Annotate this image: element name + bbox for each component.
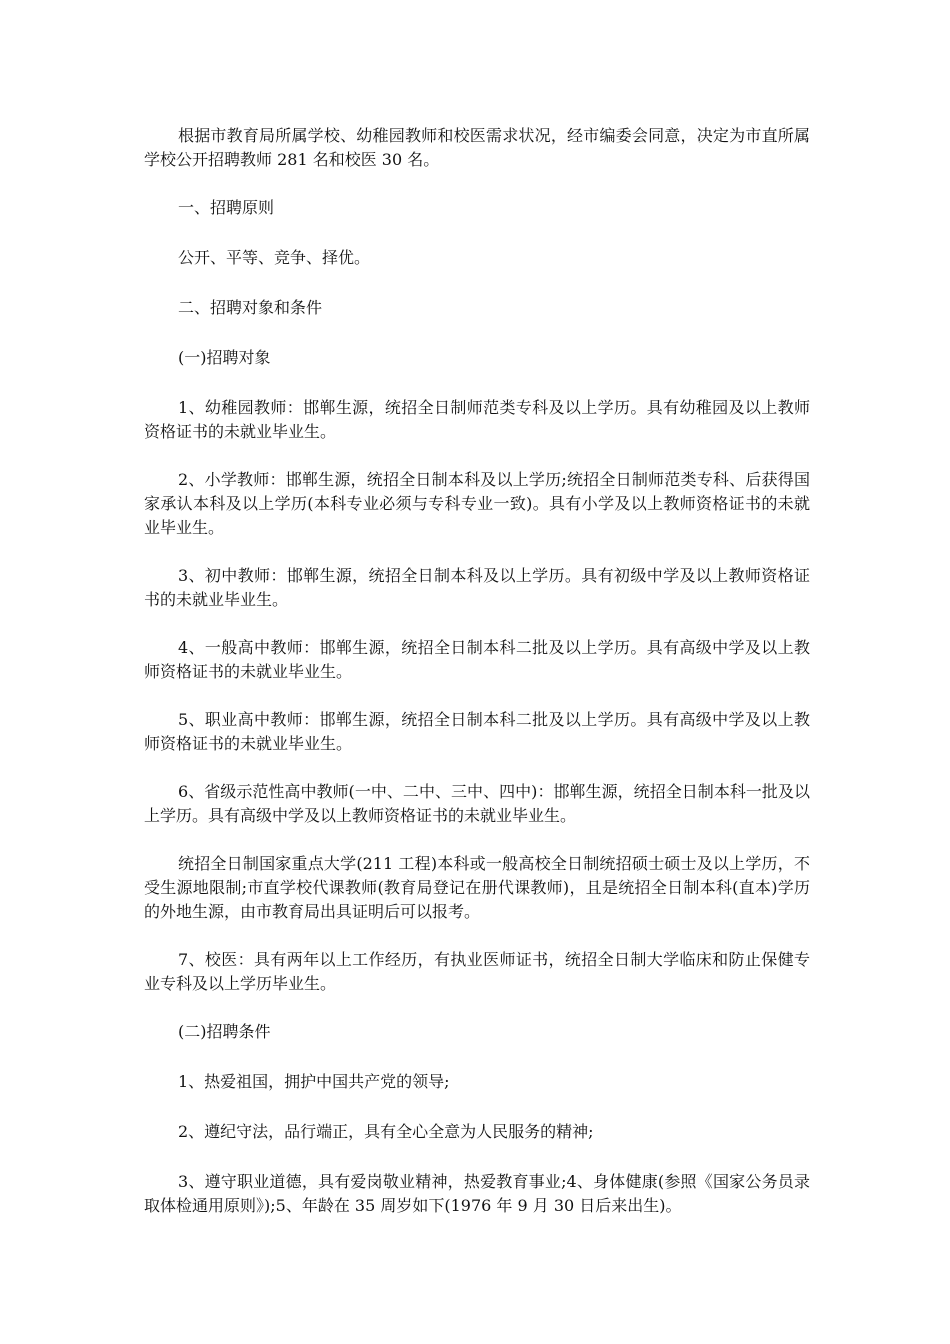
section-heading-principles: 一、招聘原则 — [178, 198, 275, 217]
subsection-heading-conditions: (二)招聘条件 — [178, 1022, 271, 1041]
section-heading-targets-conditions: 二、招聘对象和条件 — [178, 298, 323, 317]
target-item-kindergarten: 1、幼稚园教师：邯郸生源，统招全日制师范类专科及以上学历。具有幼稚园及以上教师资格证书的未就业毕业生。 — [144, 398, 810, 441]
target-item-general-high: 4、一般高中教师：邯郸生源，统招全日制本科二批及以上学历。具有高级中学及以上教师资格证书的未就业毕业生。 — [144, 638, 810, 681]
target-note-unrestricted: 统招全日制国家重点大学(211 工程)本科或一般高校全日制统招硕士硕士及以上学历，不受生源地限制;市直学校代课教师(教育局登记在册代课教师)，且是统招全日制本科(直本)学历的外地生源，由市教育局出具证明后可以报考。 — [144, 854, 810, 921]
target-item-vocational-high: 5、职业高中教师：邯郸生源，统招全日制本科二批及以上学历。具有高级中学及以上教师资格证书的未就业毕业生。 — [144, 710, 810, 753]
target-item-provincial-high: 6、省级示范性高中教师(一中、二中、三中、四中)：邯郸生源，统招全日制本科一批及以上学历。具有高级中学及以上教师资格证书的未就业毕业生。 — [144, 782, 810, 825]
document-body — [144, 124, 810, 1242]
subsection-heading-targets: (一)招聘对象 — [178, 348, 271, 367]
condition-item-1: 1、热爱祖国，拥护中国共产党的领导; — [178, 1072, 450, 1091]
intro-paragraph: 根据市教育局所属学校、幼稚园教师和校医需求状况，经市编委会同意，决定为市直所属学校公开招聘教师 281 名和校医 30 名。 — [144, 126, 810, 169]
target-item-junior-high: 3、初中教师：邯郸生源，统招全日制本科及以上学历。具有初级中学及以上教师资格证书的未就业毕业生。 — [144, 566, 810, 609]
condition-item-3-5: 3、遵守职业道德，具有爱岗敬业精神，热爱教育事业;4、身体健康(参照《国家公务员录取体检通用原则》);5、年龄在 35 周岁如下(1976 年 9 月 30 日后来出生)。 — [144, 1172, 810, 1215]
target-item-primary: 2、小学教师：邯郸生源，统招全日制本科及以上学历;统招全日制师范类专科、后获得国家承认本科及以上学历(本科专业必须与专科专业一致)。具有小学及以上教师资格证书的未就业毕业生。 — [144, 470, 810, 537]
principles-text: 公开、平等、竞争、择优。 — [178, 248, 371, 267]
condition-item-2: 2、遵纪守法，品行端正，具有全心全意为人民服务的精神; — [178, 1122, 594, 1141]
target-item-school-doctor: 7、校医：具有两年以上工作经历，有执业医师证书，统招全日制大学临床和防止保健专业专科及以上学历毕业生。 — [144, 950, 810, 993]
